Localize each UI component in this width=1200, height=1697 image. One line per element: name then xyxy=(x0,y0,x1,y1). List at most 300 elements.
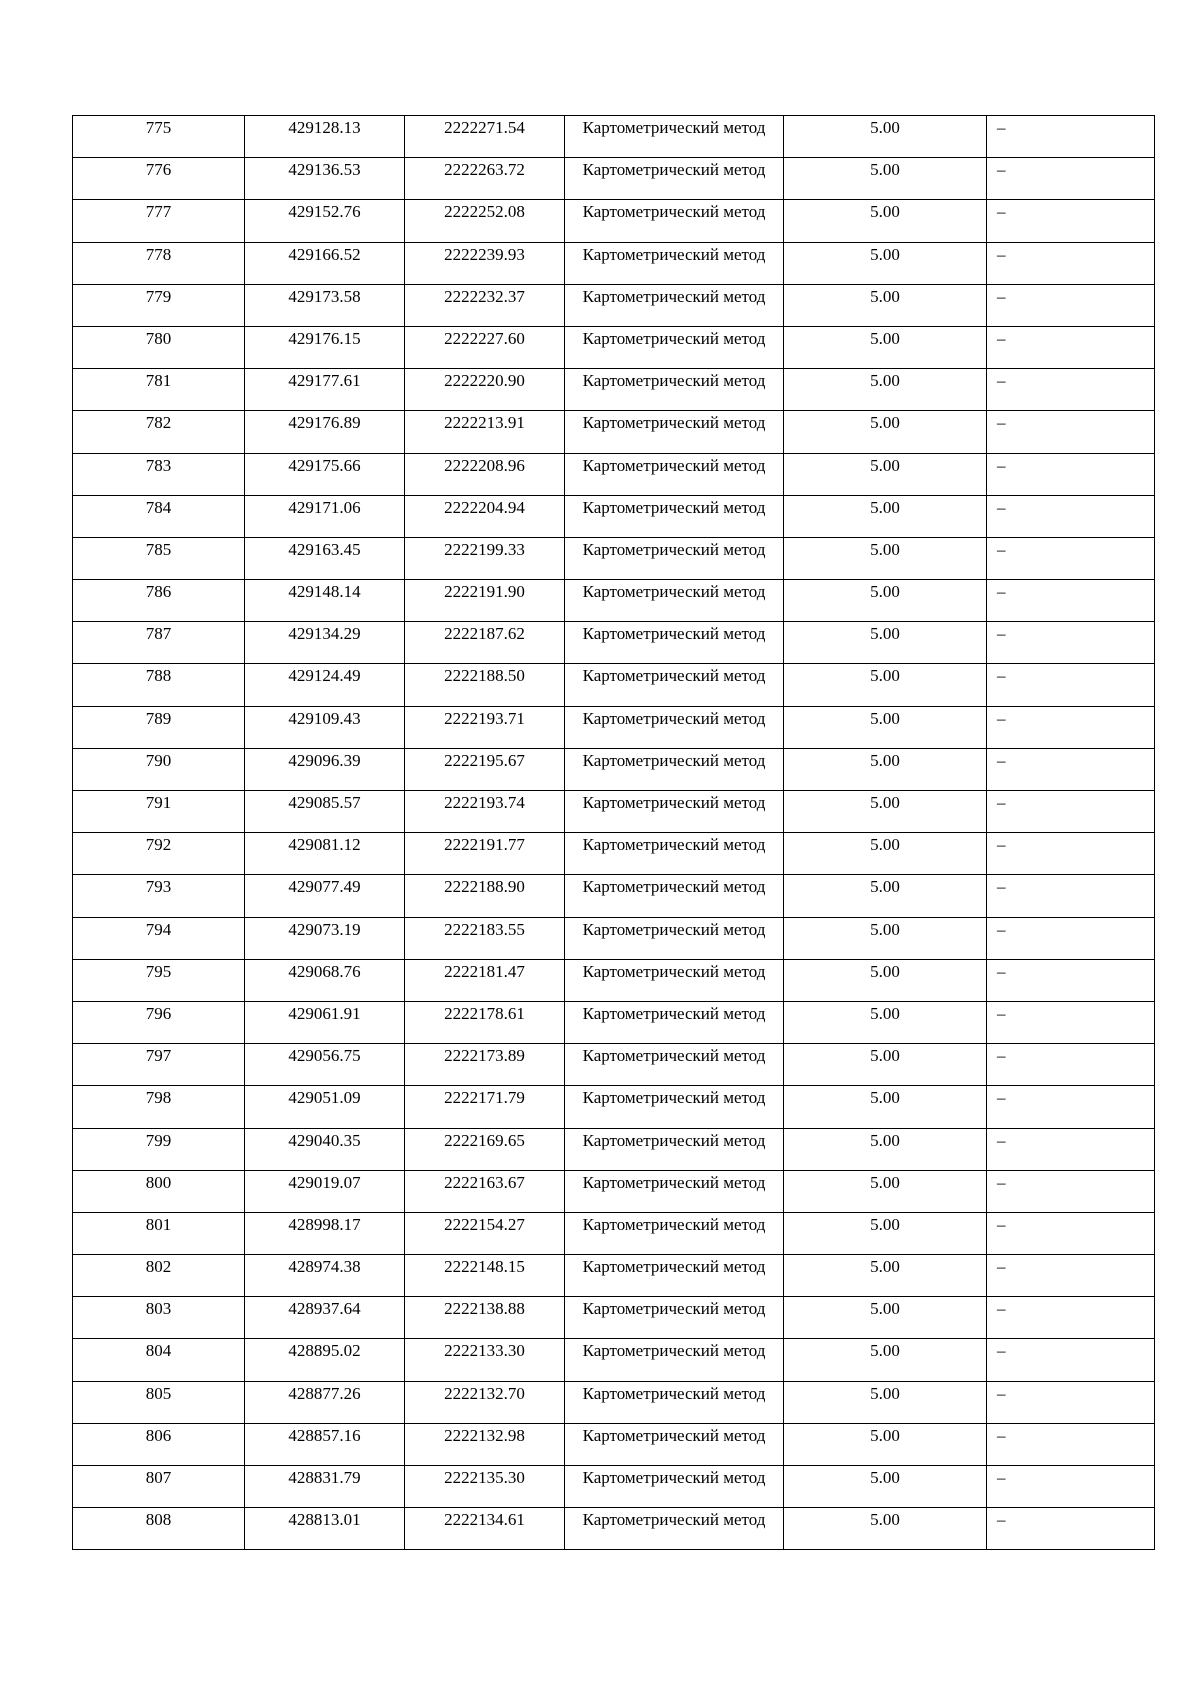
point-number-cell-text: 794 xyxy=(145,919,172,939)
x-coordinate-cell xyxy=(245,833,405,875)
note-cell xyxy=(987,1466,1155,1508)
note-cell-text: – xyxy=(997,1003,1006,1023)
point-number-cell-text: 787 xyxy=(145,624,172,644)
x-coordinate-cell xyxy=(245,622,405,664)
method-cell xyxy=(565,158,784,200)
method-cell xyxy=(565,453,784,495)
x-coordinate-cell-text: 429040.35 xyxy=(288,1130,361,1150)
method-cell-text: Картометрический метод xyxy=(582,708,766,728)
method-cell xyxy=(565,1044,784,1086)
table-row xyxy=(73,748,1155,790)
method-cell xyxy=(565,1508,784,1550)
method-cell xyxy=(565,1001,784,1043)
note-cell xyxy=(987,1128,1155,1170)
accuracy-cell xyxy=(784,242,987,284)
x-coordinate-cell xyxy=(245,917,405,959)
method-cell-text: Картометрический метод xyxy=(582,1468,766,1487)
note-cell-text: – xyxy=(997,1088,1006,1108)
point-number-cell xyxy=(73,242,245,284)
note-cell-text: – xyxy=(997,497,1006,517)
note-cell xyxy=(987,917,1155,959)
method-cell-text: Картометрический метод xyxy=(582,1425,766,1445)
point-number-cell-text: 777 xyxy=(145,202,172,222)
y-coordinate-cell-text: 2222187.62 xyxy=(444,624,525,644)
method-cell xyxy=(565,200,784,242)
accuracy-cell-text: 5.00 xyxy=(870,497,900,517)
x-coordinate-cell-text: 428998.17 xyxy=(288,1214,361,1234)
point-number-cell xyxy=(73,1466,245,1508)
point-number-cell-text: 780 xyxy=(145,328,172,348)
x-coordinate-cell-text: 429085.57 xyxy=(288,793,361,812)
point-number-cell-text: 793 xyxy=(145,877,172,897)
x-coordinate-cell xyxy=(245,411,405,453)
point-number-cell-text: 808 xyxy=(145,1510,172,1530)
note-cell-text: – xyxy=(997,1510,1006,1530)
method-cell xyxy=(565,1170,784,1212)
accuracy-cell xyxy=(784,1255,987,1297)
y-coordinate-cell-text: 2222188.90 xyxy=(444,877,525,897)
method-cell-text: Картометрический метод xyxy=(582,1299,766,1319)
point-number-cell xyxy=(73,1001,245,1043)
accuracy-cell xyxy=(784,200,987,242)
x-coordinate-cell-text: 429148.14 xyxy=(288,582,361,602)
method-cell-text: Картометрический метод xyxy=(582,1341,766,1361)
point-number-cell-text: 781 xyxy=(145,371,172,391)
y-coordinate-cell xyxy=(405,495,565,537)
table-row xyxy=(73,1212,1155,1254)
y-coordinate-cell-text: 2222204.94 xyxy=(444,497,525,517)
method-cell xyxy=(565,1128,784,1170)
y-coordinate-cell-text: 2222138.88 xyxy=(444,1299,525,1319)
x-coordinate-cell xyxy=(245,1086,405,1128)
table-row xyxy=(73,1255,1155,1297)
method-cell xyxy=(565,495,784,537)
x-coordinate-cell-text: 429056.75 xyxy=(288,1046,361,1066)
accuracy-cell-text: 5.00 xyxy=(870,328,900,348)
x-coordinate-cell xyxy=(245,1297,405,1339)
table-row xyxy=(73,706,1155,748)
x-coordinate-cell-text: 429176.89 xyxy=(288,413,361,433)
table-row xyxy=(73,580,1155,622)
y-coordinate-cell-text: 2222183.55 xyxy=(444,919,525,939)
table-row xyxy=(73,1044,1155,1086)
method-cell-text: Картометрический метод xyxy=(582,877,766,897)
y-coordinate-cell xyxy=(405,959,565,1001)
note-cell-text: – xyxy=(997,455,1006,475)
accuracy-cell-text: 5.00 xyxy=(870,582,900,602)
accuracy-cell-text: 5.00 xyxy=(870,708,900,728)
y-coordinate-cell-text: 2222191.77 xyxy=(444,835,525,855)
point-number-cell-text: 799 xyxy=(145,1130,172,1150)
point-number-cell-text: 786 xyxy=(145,582,172,602)
note-cell xyxy=(987,1001,1155,1043)
note-cell xyxy=(987,537,1155,579)
point-number-cell-text: 797 xyxy=(145,1046,172,1066)
y-coordinate-cell-text: 2222232.37 xyxy=(444,286,525,306)
x-coordinate-cell xyxy=(245,1044,405,1086)
note-cell-text: – xyxy=(997,835,1006,855)
accuracy-cell-text: 5.00 xyxy=(870,413,900,433)
accuracy-cell xyxy=(784,917,987,959)
accuracy-cell xyxy=(784,369,987,411)
method-cell xyxy=(565,875,784,917)
note-cell-text: – xyxy=(997,160,1006,180)
x-coordinate-cell xyxy=(245,1170,405,1212)
y-coordinate-cell xyxy=(405,580,565,622)
accuracy-cell xyxy=(784,791,987,833)
accuracy-cell-text: 5.00 xyxy=(870,919,900,939)
y-coordinate-cell-text: 2222213.91 xyxy=(444,413,525,433)
method-cell-text: Картометрический метод xyxy=(582,286,766,306)
table-row xyxy=(73,200,1155,242)
point-number-cell xyxy=(73,453,245,495)
note-cell-text: – xyxy=(997,666,1006,686)
point-number-cell xyxy=(73,1044,245,1086)
table-row xyxy=(73,495,1155,537)
note-cell-text: – xyxy=(997,1341,1006,1361)
table-row xyxy=(73,1297,1155,1339)
method-cell-text: Картометрический метод xyxy=(582,497,766,517)
y-coordinate-cell xyxy=(405,1170,565,1212)
point-number-cell-text: 782 xyxy=(145,413,172,433)
note-cell-text: – xyxy=(997,1130,1006,1150)
x-coordinate-cell xyxy=(245,1212,405,1254)
method-cell-text: Картометрический метод xyxy=(582,202,766,222)
method-cell-text: Картометрический метод xyxy=(582,328,766,348)
note-cell-text: – xyxy=(997,1425,1006,1445)
point-number-cell xyxy=(73,284,245,326)
note-cell xyxy=(987,242,1155,284)
accuracy-cell-text: 5.00 xyxy=(870,244,900,264)
note-cell xyxy=(987,116,1155,158)
point-number-cell-text: 785 xyxy=(145,539,172,559)
y-coordinate-cell xyxy=(405,537,565,579)
method-cell-text: Картометрический метод xyxy=(582,666,766,686)
accuracy-cell xyxy=(784,1212,987,1254)
accuracy-cell xyxy=(784,959,987,1001)
x-coordinate-cell-text: 428813.01 xyxy=(288,1510,361,1530)
x-coordinate-cell xyxy=(245,1381,405,1423)
point-number-cell-text: 798 xyxy=(145,1088,172,1108)
point-number-cell xyxy=(73,1381,245,1423)
point-number-cell-text: 803 xyxy=(145,1299,172,1319)
y-coordinate-cell xyxy=(405,833,565,875)
y-coordinate-cell xyxy=(405,1339,565,1381)
method-cell-text: Картометрический метод xyxy=(582,118,766,137)
method-cell-text: Картометрический метод xyxy=(582,750,766,770)
accuracy-cell xyxy=(784,158,987,200)
accuracy-cell-text: 5.00 xyxy=(870,1299,900,1319)
accuracy-cell-text: 5.00 xyxy=(870,1257,900,1277)
note-cell xyxy=(987,1170,1155,1212)
accuracy-cell-text: 5.00 xyxy=(870,202,900,222)
point-number-cell xyxy=(73,495,245,537)
x-coordinate-cell-text: 429152.76 xyxy=(288,202,361,222)
note-cell-text: – xyxy=(997,413,1006,433)
note-cell-text: – xyxy=(997,919,1006,939)
note-cell-text: – xyxy=(997,1172,1006,1192)
x-coordinate-cell-text: 428974.38 xyxy=(288,1257,361,1277)
method-cell-text: Картометрический метод xyxy=(582,1003,766,1023)
x-coordinate-cell-text: 429019.07 xyxy=(288,1172,361,1192)
note-cell-text: – xyxy=(997,539,1006,559)
accuracy-cell-text: 5.00 xyxy=(870,118,900,137)
y-coordinate-cell-text: 2222193.74 xyxy=(444,793,525,812)
point-number-cell-text: 775 xyxy=(145,118,172,137)
note-cell-text: – xyxy=(997,118,1006,137)
point-number-cell xyxy=(73,664,245,706)
point-number-cell-text: 788 xyxy=(145,666,172,686)
x-coordinate-cell xyxy=(245,748,405,790)
note-cell xyxy=(987,1255,1155,1297)
method-cell-text: Картометрический метод xyxy=(582,455,766,475)
method-cell xyxy=(565,580,784,622)
point-number-cell xyxy=(73,791,245,833)
point-number-cell-text: 800 xyxy=(145,1172,172,1192)
note-cell xyxy=(987,959,1155,1001)
y-coordinate-cell-text: 2222191.90 xyxy=(444,582,525,602)
y-coordinate-cell xyxy=(405,622,565,664)
y-coordinate-cell xyxy=(405,1255,565,1297)
note-cell-text: – xyxy=(997,286,1006,306)
x-coordinate-cell xyxy=(245,706,405,748)
point-number-cell xyxy=(73,833,245,875)
x-coordinate-cell xyxy=(245,537,405,579)
note-cell xyxy=(987,748,1155,790)
note-cell-text: – xyxy=(997,1046,1006,1066)
method-cell-text: Картометрический метод xyxy=(582,835,766,855)
y-coordinate-cell xyxy=(405,1381,565,1423)
table-row xyxy=(73,1170,1155,1212)
table-row xyxy=(73,791,1155,833)
y-coordinate-cell-text: 2222178.61 xyxy=(444,1003,525,1023)
table-row xyxy=(73,1466,1155,1508)
note-cell-text: – xyxy=(997,582,1006,602)
table-row xyxy=(73,622,1155,664)
point-number-cell xyxy=(73,748,245,790)
method-cell-text: Картометрический метод xyxy=(582,371,766,391)
accuracy-cell xyxy=(784,1466,987,1508)
y-coordinate-cell-text: 2222252.08 xyxy=(444,202,525,222)
note-cell-text: – xyxy=(997,793,1006,812)
x-coordinate-cell xyxy=(245,453,405,495)
note-cell xyxy=(987,284,1155,326)
y-coordinate-cell xyxy=(405,917,565,959)
table-row xyxy=(73,453,1155,495)
point-number-cell xyxy=(73,537,245,579)
accuracy-cell xyxy=(784,748,987,790)
point-number-cell xyxy=(73,369,245,411)
method-cell xyxy=(565,664,784,706)
method-cell xyxy=(565,1466,784,1508)
table-row xyxy=(73,1508,1155,1550)
method-cell-text: Картометрический метод xyxy=(582,624,766,644)
x-coordinate-cell-text: 429096.39 xyxy=(288,750,361,770)
x-coordinate-cell xyxy=(245,1255,405,1297)
method-cell-text: Картометрический метод xyxy=(582,1510,766,1530)
y-coordinate-cell-text: 2222135.30 xyxy=(444,1468,525,1487)
accuracy-cell-text: 5.00 xyxy=(870,1341,900,1361)
note-cell xyxy=(987,706,1155,748)
accuracy-cell xyxy=(784,622,987,664)
point-number-cell-text: 779 xyxy=(145,286,172,306)
method-cell xyxy=(565,791,784,833)
y-coordinate-cell xyxy=(405,1212,565,1254)
y-coordinate-cell xyxy=(405,1466,565,1508)
note-cell xyxy=(987,833,1155,875)
note-cell-text: – xyxy=(997,750,1006,770)
x-coordinate-cell-text: 429173.58 xyxy=(288,286,361,306)
method-cell-text: Картометрический метод xyxy=(582,1130,766,1150)
coordinates-table-body xyxy=(73,116,1155,1550)
point-number-cell xyxy=(73,200,245,242)
x-coordinate-cell xyxy=(245,200,405,242)
x-coordinate-cell-text: 428937.64 xyxy=(288,1299,361,1319)
note-cell xyxy=(987,664,1155,706)
method-cell xyxy=(565,1255,784,1297)
method-cell-text: Картометрический метод xyxy=(582,961,766,981)
point-number-cell-text: 789 xyxy=(145,708,172,728)
y-coordinate-cell-text: 2222173.89 xyxy=(444,1046,525,1066)
y-coordinate-cell xyxy=(405,1086,565,1128)
point-number-cell-text: 801 xyxy=(145,1214,172,1234)
point-number-cell xyxy=(73,622,245,664)
note-cell-text: – xyxy=(997,1299,1006,1319)
table-row xyxy=(73,1423,1155,1465)
accuracy-cell-text: 5.00 xyxy=(870,286,900,306)
x-coordinate-cell-text: 429081.12 xyxy=(288,835,361,855)
y-coordinate-cell xyxy=(405,326,565,368)
accuracy-cell xyxy=(784,1001,987,1043)
x-coordinate-cell-text: 429166.52 xyxy=(288,244,361,264)
y-coordinate-cell-text: 2222148.15 xyxy=(444,1257,525,1277)
accuracy-cell-text: 5.00 xyxy=(870,455,900,475)
x-coordinate-cell xyxy=(245,580,405,622)
table-row xyxy=(73,116,1155,158)
note-cell xyxy=(987,1381,1155,1423)
point-number-cell-text: 778 xyxy=(145,244,172,264)
y-coordinate-cell xyxy=(405,791,565,833)
y-coordinate-cell xyxy=(405,411,565,453)
x-coordinate-cell-text: 429077.49 xyxy=(288,877,361,897)
y-coordinate-cell-text: 2222133.30 xyxy=(444,1341,525,1361)
accuracy-cell xyxy=(784,537,987,579)
accuracy-cell-text: 5.00 xyxy=(870,1088,900,1108)
x-coordinate-cell-text: 429109.43 xyxy=(288,708,361,728)
note-cell xyxy=(987,875,1155,917)
point-number-cell-text: 802 xyxy=(145,1257,172,1277)
accuracy-cell-text: 5.00 xyxy=(870,1003,900,1023)
y-coordinate-cell xyxy=(405,664,565,706)
point-number-cell xyxy=(73,580,245,622)
method-cell-text: Картометрический метод xyxy=(582,539,766,559)
y-coordinate-cell xyxy=(405,200,565,242)
method-cell xyxy=(565,411,784,453)
point-number-cell xyxy=(73,1423,245,1465)
note-cell-text: – xyxy=(997,1214,1006,1234)
point-number-cell xyxy=(73,116,245,158)
point-number-cell-text: 805 xyxy=(145,1383,172,1403)
method-cell xyxy=(565,537,784,579)
y-coordinate-cell-text: 2222188.50 xyxy=(444,666,525,686)
accuracy-cell xyxy=(784,580,987,622)
accuracy-cell xyxy=(784,1297,987,1339)
table-row xyxy=(73,1128,1155,1170)
method-cell xyxy=(565,1381,784,1423)
y-coordinate-cell-text: 2222220.90 xyxy=(444,371,525,391)
note-cell xyxy=(987,1212,1155,1254)
x-coordinate-cell xyxy=(245,158,405,200)
note-cell xyxy=(987,158,1155,200)
x-coordinate-cell xyxy=(245,1128,405,1170)
y-coordinate-cell xyxy=(405,706,565,748)
y-coordinate-cell xyxy=(405,1044,565,1086)
x-coordinate-cell-text: 429073.19 xyxy=(288,919,361,939)
x-coordinate-cell xyxy=(245,959,405,1001)
y-coordinate-cell xyxy=(405,1128,565,1170)
y-coordinate-cell xyxy=(405,158,565,200)
note-cell xyxy=(987,1297,1155,1339)
note-cell-text: – xyxy=(997,1468,1006,1487)
y-coordinate-cell xyxy=(405,1508,565,1550)
note-cell xyxy=(987,1044,1155,1086)
x-coordinate-cell-text: 429163.45 xyxy=(288,539,361,559)
method-cell xyxy=(565,1339,784,1381)
x-coordinate-cell xyxy=(245,1339,405,1381)
method-cell-text: Картометрический метод xyxy=(582,1257,766,1277)
method-cell xyxy=(565,284,784,326)
note-cell-text: – xyxy=(997,961,1006,981)
note-cell xyxy=(987,495,1155,537)
note-cell xyxy=(987,326,1155,368)
point-number-cell-text: 776 xyxy=(145,160,172,180)
accuracy-cell-text: 5.00 xyxy=(870,1510,900,1530)
method-cell-text: Картометрический метод xyxy=(582,1088,766,1108)
y-coordinate-cell-text: 2222239.93 xyxy=(444,244,525,264)
x-coordinate-cell xyxy=(245,1508,405,1550)
note-cell xyxy=(987,1423,1155,1465)
y-coordinate-cell xyxy=(405,116,565,158)
method-cell xyxy=(565,242,784,284)
x-coordinate-cell-text: 429171.06 xyxy=(288,497,361,517)
accuracy-cell-text: 5.00 xyxy=(870,750,900,770)
table-row xyxy=(73,537,1155,579)
y-coordinate-cell xyxy=(405,1297,565,1339)
method-cell-text: Картометрический метод xyxy=(582,413,766,433)
method-cell xyxy=(565,1086,784,1128)
accuracy-cell-text: 5.00 xyxy=(870,160,900,180)
accuracy-cell xyxy=(784,875,987,917)
method-cell-text: Картометрический метод xyxy=(582,1383,766,1403)
point-number-cell-text: 807 xyxy=(145,1468,172,1487)
y-coordinate-cell-text: 2222263.72 xyxy=(444,160,525,180)
coordinates-table xyxy=(72,115,1155,1550)
point-number-cell-text: 795 xyxy=(145,961,172,981)
accuracy-cell xyxy=(784,1423,987,1465)
x-coordinate-cell xyxy=(245,664,405,706)
note-cell xyxy=(987,622,1155,664)
method-cell-text: Картометрический метод xyxy=(582,1172,766,1192)
table-row xyxy=(73,1339,1155,1381)
y-coordinate-cell-text: 2222163.67 xyxy=(444,1172,525,1192)
table-row xyxy=(73,1001,1155,1043)
y-coordinate-cell-text: 2222271.54 xyxy=(444,118,525,137)
point-number-cell-text: 796 xyxy=(145,1003,172,1023)
note-cell-text: – xyxy=(997,1383,1006,1403)
note-cell xyxy=(987,411,1155,453)
table-row xyxy=(73,1086,1155,1128)
x-coordinate-cell-text: 429176.15 xyxy=(288,328,361,348)
